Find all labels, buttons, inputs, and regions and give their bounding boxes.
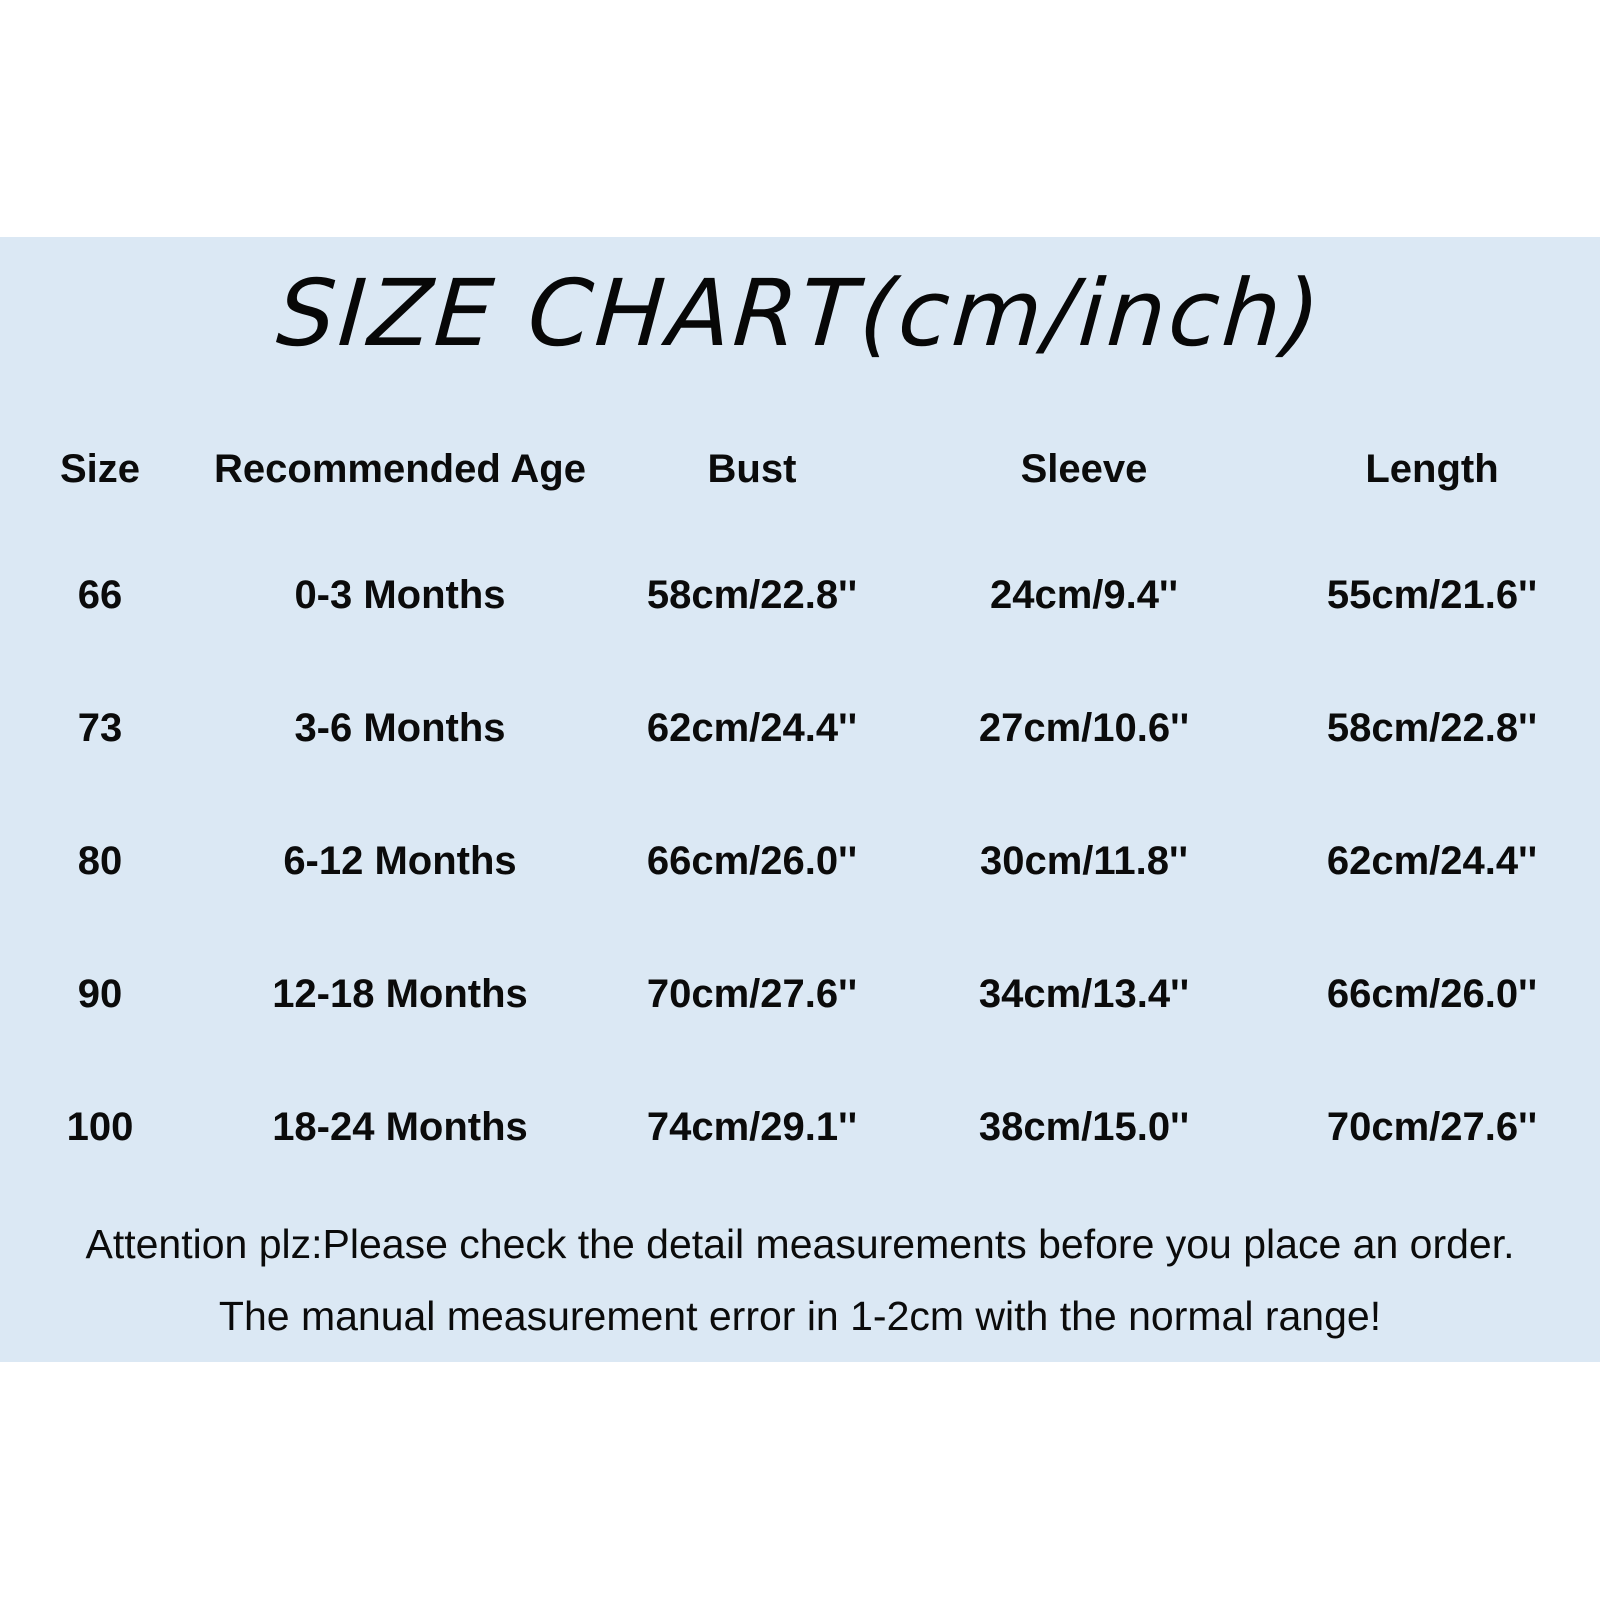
cell-recommended-age: 18-24 Months <box>272 1105 528 1149</box>
cell-bust: 66cm/26.0'' <box>646 839 858 883</box>
attention-line-2: The manual measurement error in 1-2cm with the normal range! <box>218 1293 1382 1339</box>
cell-size: 73 <box>77 706 123 750</box>
cell-bust: 70cm/27.6'' <box>646 972 858 1016</box>
cell-size: 90 <box>77 972 123 1016</box>
cell-recommended-age: 3-6 Months <box>294 706 506 750</box>
cell-size: 100 <box>66 1105 134 1149</box>
cell-length: 62cm/24.4'' <box>1326 839 1538 883</box>
cell-recommended-age: 0-3 Months <box>294 573 506 617</box>
cell-length: 55cm/21.6'' <box>1326 573 1538 617</box>
cell-length: 66cm/26.0'' <box>1326 972 1538 1016</box>
cell-recommended-age: 12-18 Months <box>272 972 528 1016</box>
column-header-length: Length <box>1365 446 1499 491</box>
cell-bust: 74cm/29.1'' <box>646 1105 858 1149</box>
cell-size: 66 <box>77 573 123 617</box>
column-header-sleeve: Sleeve <box>1020 446 1148 491</box>
cell-sleeve: 34cm/13.4'' <box>978 972 1190 1016</box>
cell-length: 58cm/22.8'' <box>1326 706 1538 750</box>
table-row <box>0 1061 1600 1194</box>
cell-length: 70cm/27.6'' <box>1326 1105 1538 1149</box>
size-table <box>0 409 1600 1194</box>
attention-line-1: Attention plz:Please check the detail measurements before you place an order. <box>85 1221 1515 1267</box>
page-title: SIZE CHART(cm/inch) <box>273 260 1327 367</box>
cell-sleeve: 30cm/11.8'' <box>979 839 1189 883</box>
table-row <box>0 529 1600 662</box>
size-chart-panel <box>0 237 1600 1362</box>
cell-sleeve: 38cm/15.0'' <box>978 1105 1190 1149</box>
column-header-bust: Bust <box>707 446 797 491</box>
table-row <box>0 928 1600 1061</box>
cell-sleeve: 27cm/10.6'' <box>978 706 1190 750</box>
cell-bust: 58cm/22.8'' <box>646 573 858 617</box>
cell-size: 80 <box>77 839 123 883</box>
cell-sleeve: 24cm/9.4'' <box>989 573 1179 617</box>
table-header-row <box>0 409 1600 529</box>
cell-bust: 62cm/24.4'' <box>646 706 858 750</box>
attention-note <box>0 1208 1600 1352</box>
column-header-size: Size <box>59 446 141 491</box>
table-row <box>0 795 1600 928</box>
table-row <box>0 662 1600 795</box>
column-header-recommended-age: Recommended Age <box>214 446 586 491</box>
cell-recommended-age: 6-12 Months <box>283 839 517 883</box>
